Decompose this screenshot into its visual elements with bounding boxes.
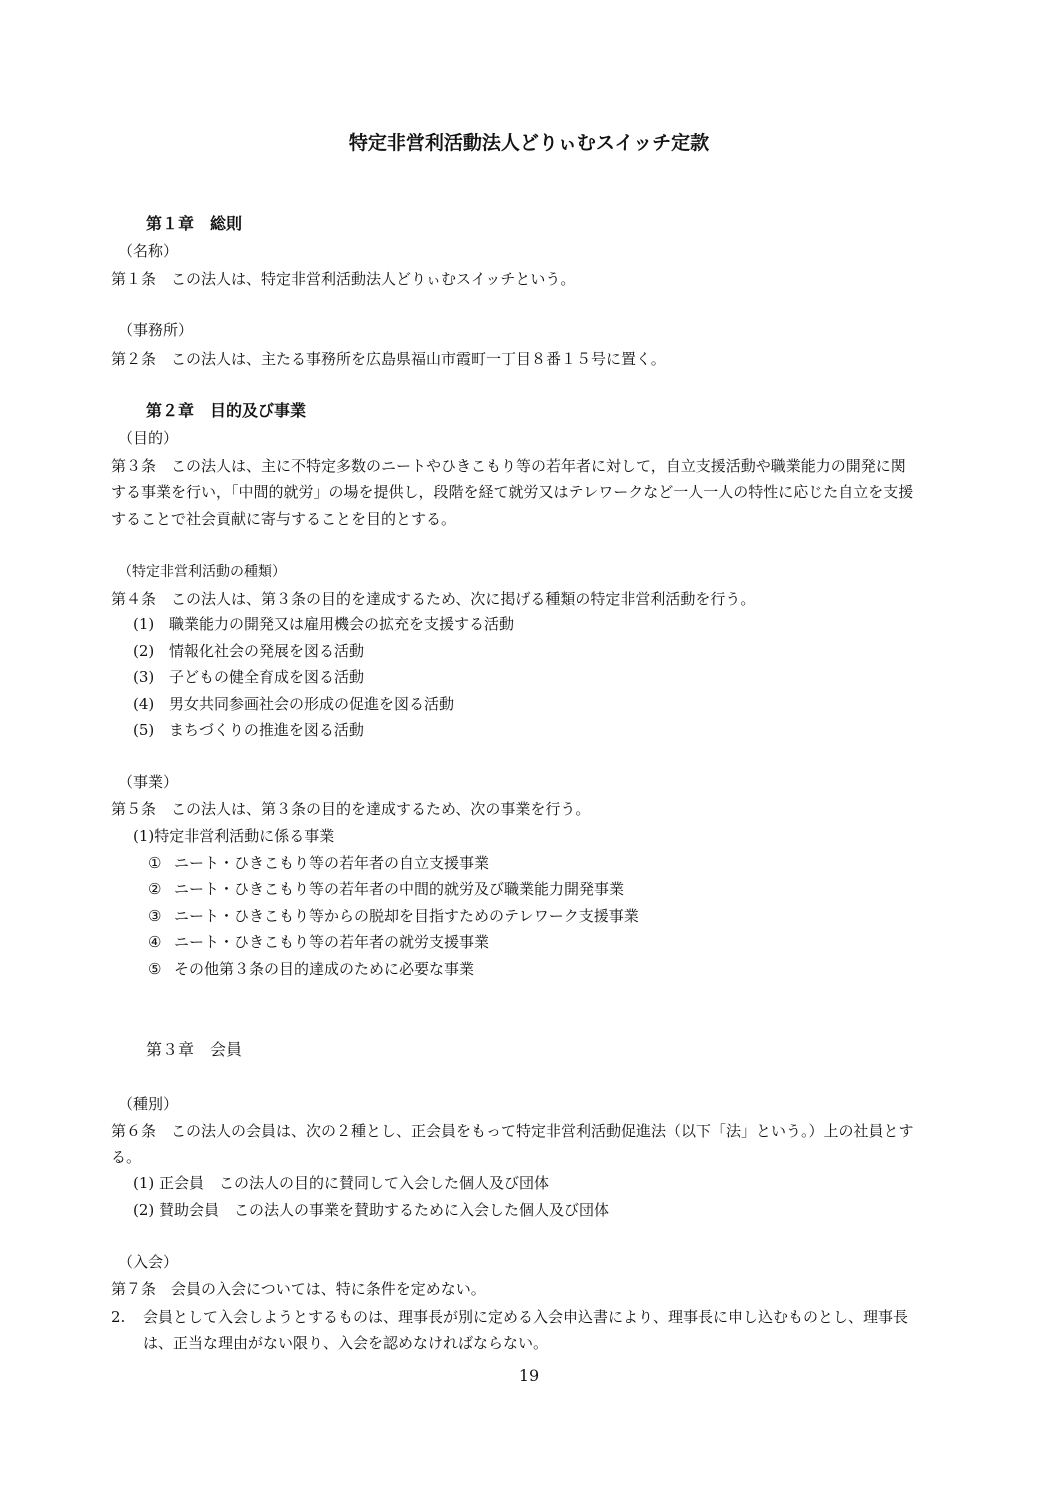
- item-text: ニート・ひきこもり等の若年者の中間的就労及び職業能力開発事業: [174, 880, 625, 898]
- member-type-item: [133, 1173, 549, 1193]
- item-text: ニート・ひきこもり等からの脱却を目指すためのテレワーク支援事業: [174, 907, 639, 925]
- article-3-caption: （目的）: [118, 429, 179, 447]
- article-3-line: することで社会貢献に寄与することを目的とする。: [111, 510, 457, 528]
- article-6-caption: （種別）: [118, 1095, 179, 1113]
- article-2-text: 第２条 この法人は、主たる事務所を広島県福山市霞町一丁目８番１５号に置く。: [111, 350, 666, 368]
- article-2-caption: （事務所）: [118, 321, 194, 339]
- article-5-caption: （事業）: [118, 773, 179, 791]
- item-number: ④: [148, 933, 162, 951]
- item-number: (1): [133, 1174, 155, 1192]
- chapter-3-heading: 第３章 会員: [146, 1040, 243, 1059]
- item-text: まちづくりの推進を図る活動: [169, 721, 364, 739]
- article-4-caption: （特定非営利活動の種類）: [118, 564, 286, 580]
- article-4-text: 第４条 この法人は、第３条の目的を達成するため、次に掲げる種類の特定非営利活動を行う。: [111, 590, 756, 608]
- item-text: 賛助会員 この法人の事業を賛助するために入会した個人及び団体: [159, 1201, 610, 1219]
- article-7-paragraph-number: 2.: [111, 1308, 126, 1326]
- activity-item: [133, 614, 514, 634]
- item-number: (2): [133, 642, 155, 660]
- activity-item: [133, 694, 454, 714]
- article-6-line: 第６条 この法人の会員は、次の２種とし、正会員をもって特定非営利活動促進法（以下「法」という。）上の社員とす: [111, 1122, 914, 1140]
- business-item: [148, 879, 624, 899]
- activity-item: [133, 720, 364, 740]
- item-number: (5): [133, 721, 155, 739]
- item-text: 職業能力の開発又は雇用機会の拡充を支援する活動: [169, 615, 515, 633]
- item-text: その他第３条の目的達成のために必要な事業: [174, 960, 475, 978]
- business-item: [148, 853, 489, 873]
- chapter-2-heading: 第２章 目的及び事業: [146, 401, 307, 420]
- item-number: (3): [133, 668, 155, 686]
- article-7-paragraph-line: 会員として入会しようとするものは、理事長が別に定める入会申込書により、理事長に申し込むものとし、理事長: [143, 1308, 909, 1326]
- item-text: 正会員 この法人の目的に賛同して入会した個人及び団体: [159, 1174, 550, 1192]
- item-number: (1): [133, 615, 155, 633]
- business-item: [148, 959, 474, 979]
- business-item: [148, 932, 489, 952]
- activity-item: [133, 667, 364, 687]
- member-type-item: [133, 1200, 609, 1220]
- document-title: 特定非営利活動法人どりぃむスイッチ定款: [348, 132, 710, 154]
- article-3-line: 第３条 この法人は、主に不特定多数のニートやひきこもり等の若年者に対して，自立支援活動や職業能力の開発に関: [111, 457, 906, 475]
- business-item: [148, 906, 639, 926]
- article-7-caption: （入会）: [118, 1253, 179, 1271]
- article-1-text: 第１条 この法人は、特定非営利活動法人どりぃむスイッチという。: [111, 270, 576, 288]
- item-text: 男女共同参画社会の形成の促進を図る活動: [169, 695, 455, 713]
- page-number: 19: [518, 1366, 540, 1385]
- article-6-line: る。: [111, 1148, 142, 1166]
- item-number: ③: [148, 907, 162, 925]
- article-7-text: 第７条 会員の入会については、特に条件を定めない。: [111, 1280, 486, 1298]
- item-number: (4): [133, 695, 155, 713]
- item-text: ニート・ひきこもり等の若年者の自立支援事業: [174, 854, 490, 872]
- activity-item: [133, 641, 364, 661]
- item-number: ①: [148, 854, 162, 872]
- article-5-subheading: (1)特定非営利活動に係る事業: [133, 827, 335, 845]
- item-number: ⑤: [148, 960, 162, 978]
- article-7-paragraph-line: は、正当な理由がない限り、入会を認めなければならない。: [143, 1334, 549, 1352]
- article-5-text: 第５条 この法人は、第３条の目的を達成するため、次の事業を行う。: [111, 800, 591, 818]
- item-text: ニート・ひきこもり等の若年者の就労支援事業: [174, 933, 490, 951]
- item-number: (2): [133, 1201, 155, 1219]
- item-number: ②: [148, 880, 162, 898]
- article-1-caption: （名称）: [118, 242, 179, 260]
- article-3-line: する事業を行い，「中間的就労」の場を提供し，段階を経て就労又はテレワークなど一人一人の特性に応じた自立を支援: [111, 483, 914, 501]
- item-text: 子どもの健全育成を図る活動: [169, 668, 365, 686]
- item-text: 情報化社会の発展を図る活動: [169, 642, 365, 660]
- chapter-1-heading: 第１章 総則: [146, 214, 243, 233]
